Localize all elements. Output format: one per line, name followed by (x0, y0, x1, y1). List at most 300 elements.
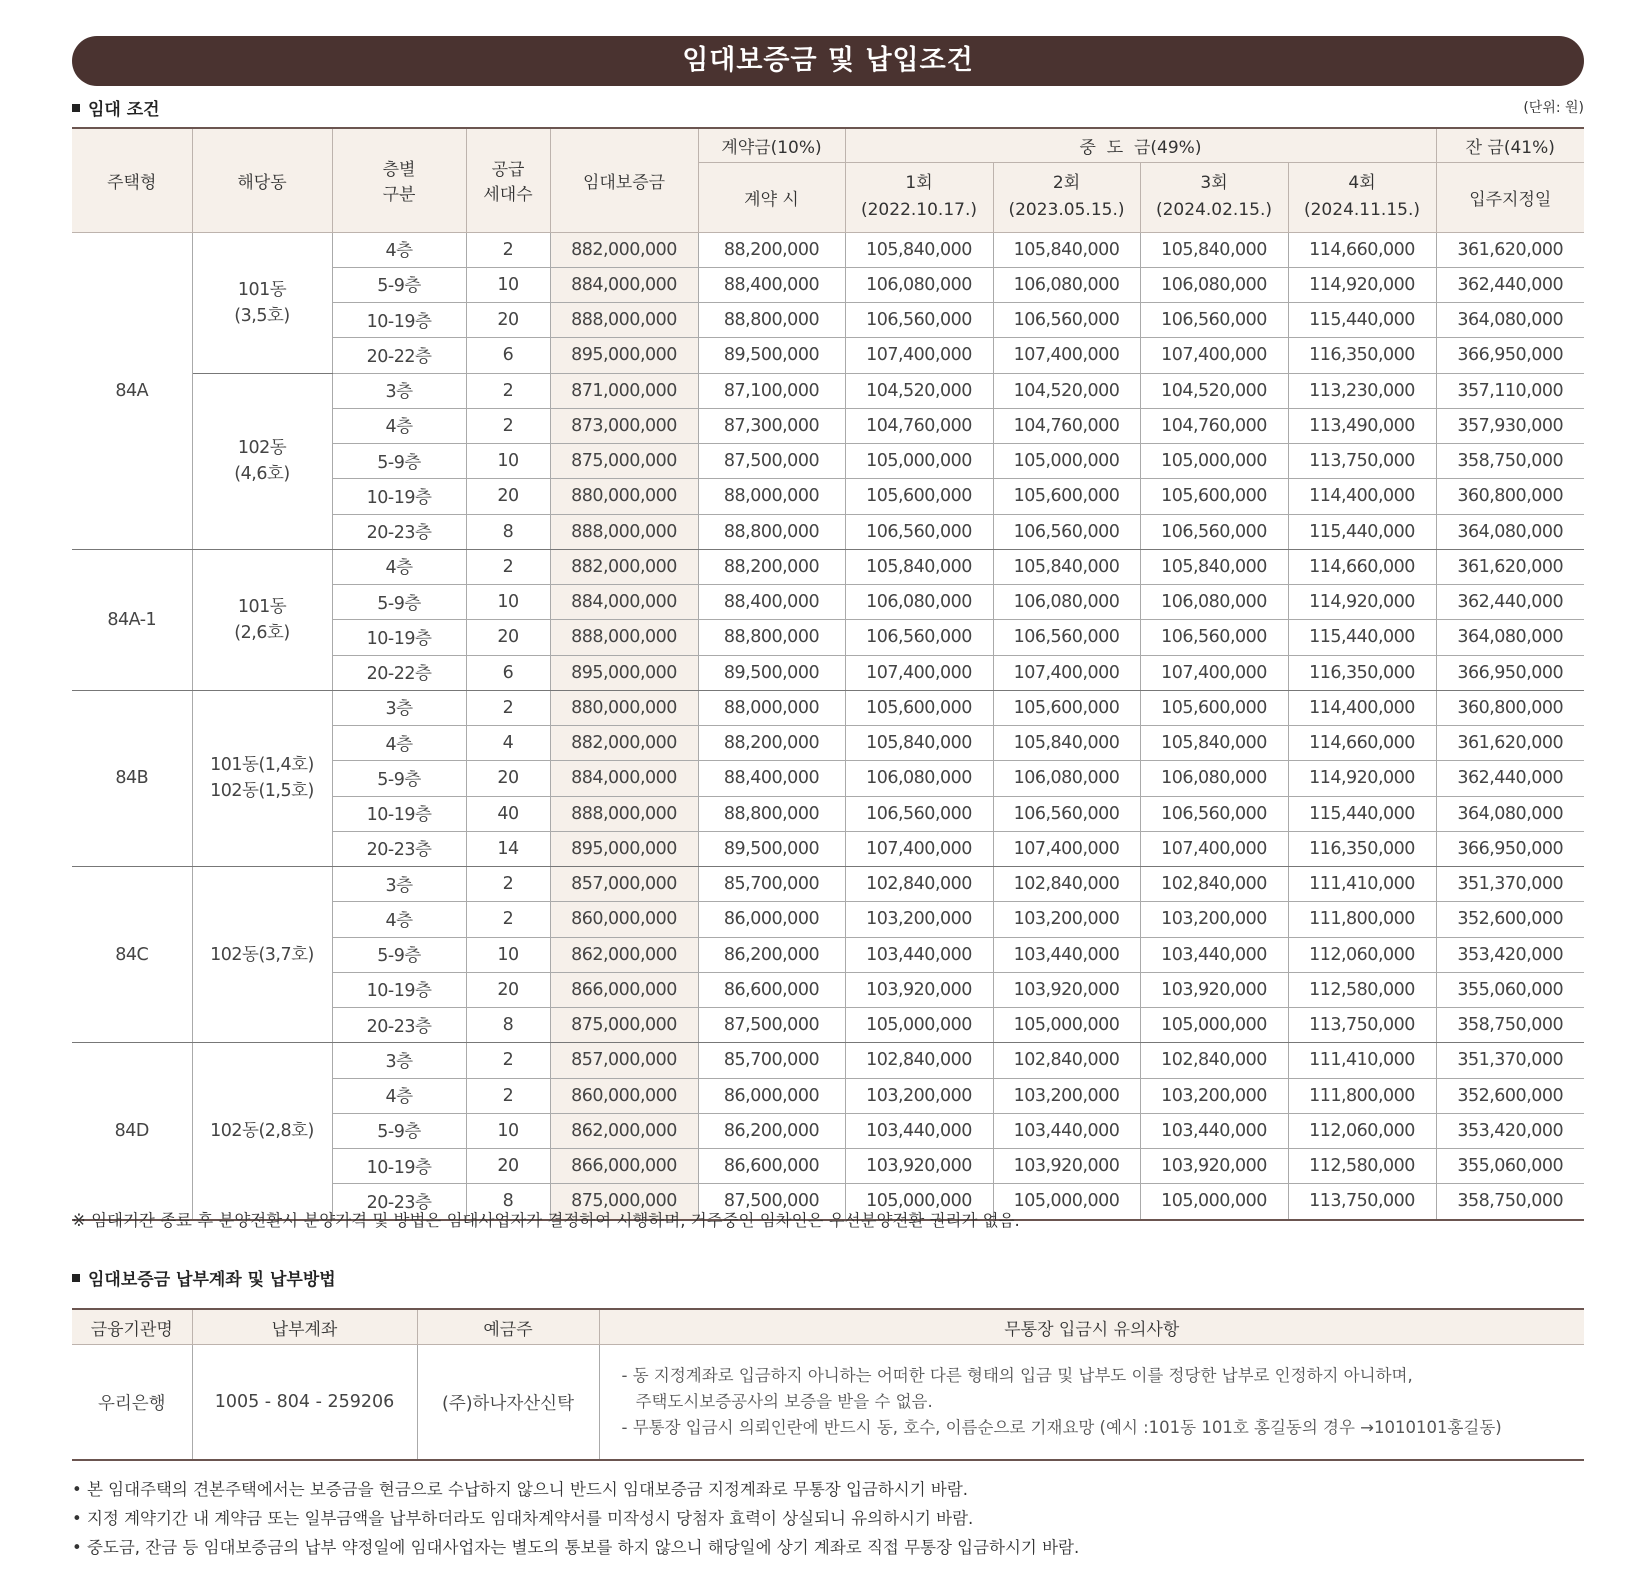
cell-middle-2: 103,920,000 (993, 1149, 1140, 1184)
cell-units: 2 (466, 408, 550, 443)
cell-floor: 5-9층 (332, 444, 466, 479)
cell-middle-1: 105,840,000 (845, 232, 993, 267)
cell-contract: 88,800,000 (698, 620, 845, 655)
cell-middle-3: 102,840,000 (1140, 867, 1288, 902)
table-row (72, 690, 1584, 725)
cell-floor: 20-23층 (332, 1184, 466, 1220)
cell-middle-1: 105,000,000 (845, 1008, 993, 1043)
cell-balance: 355,060,000 (1436, 1149, 1584, 1184)
cell-middle-3: 103,200,000 (1140, 1078, 1288, 1113)
cell-middle-1: 106,560,000 (845, 796, 993, 831)
cell-middle-3: 106,080,000 (1140, 585, 1288, 620)
cell-contract: 87,500,000 (698, 1008, 845, 1043)
cell-middle-2: 105,600,000 (993, 479, 1140, 514)
header-deposit: 임대보증금 (550, 128, 698, 232)
cell-deposit: 862,000,000 (550, 1113, 698, 1148)
cell-type: 84B (72, 690, 192, 866)
cell-deposit: 875,000,000 (550, 1184, 698, 1220)
cell-middle-3: 103,920,000 (1140, 972, 1288, 1007)
cell-contract: 86,000,000 (698, 1078, 845, 1113)
cell-floor: 20-23층 (332, 1008, 466, 1043)
cell-units: 2 (466, 1078, 550, 1113)
header-type: 주택형 (72, 128, 192, 232)
cell-contract: 88,400,000 (698, 267, 845, 302)
cell-contract: 85,700,000 (698, 867, 845, 902)
cell-deposit: 882,000,000 (550, 726, 698, 761)
cell-middle-1: 103,200,000 (845, 902, 993, 937)
cell-middle-3: 106,560,000 (1140, 620, 1288, 655)
cell-middle-4: 111,410,000 (1288, 1043, 1436, 1078)
cell-type: 84A-1 (72, 549, 192, 690)
cell-floor: 10-19층 (332, 303, 466, 338)
cell-balance: 353,420,000 (1436, 937, 1584, 972)
pay-notice-1b: 주택도시보증공사의 보증을 받을 수 없음. (635, 1392, 933, 1411)
pay-notice (599, 1345, 1584, 1461)
cell-middle-4: 111,800,000 (1288, 1078, 1436, 1113)
cell-middle-2: 105,840,000 (993, 726, 1140, 761)
cell-middle-1: 107,400,000 (845, 655, 993, 690)
cell-balance: 361,620,000 (1436, 549, 1584, 584)
cell-type: 84A (72, 232, 192, 549)
header-balance-sub: 입주지정일 (1436, 162, 1584, 232)
cell-floor: 5-9층 (332, 585, 466, 620)
cell-middle-3: 105,000,000 (1140, 1008, 1288, 1043)
cell-middle-1: 106,080,000 (845, 267, 993, 302)
header-contract-sub: 계약 시 (698, 162, 845, 232)
cell-units: 6 (466, 655, 550, 690)
cell-balance: 358,750,000 (1436, 444, 1584, 479)
cell-middle-1: 103,200,000 (845, 1078, 993, 1113)
cell-balance: 360,800,000 (1436, 479, 1584, 514)
cell-middle-4: 112,060,000 (1288, 937, 1436, 972)
cell-units: 10 (466, 1113, 550, 1148)
cell-balance: 357,110,000 (1436, 373, 1584, 408)
cell-middle-4: 112,580,000 (1288, 1149, 1436, 1184)
cell-middle-4: 114,660,000 (1288, 232, 1436, 267)
cell-middle-1: 105,840,000 (845, 726, 993, 761)
cell-contract: 86,000,000 (698, 902, 845, 937)
cell-middle-4: 113,230,000 (1288, 373, 1436, 408)
cell-middle-2: 104,520,000 (993, 373, 1140, 408)
cell-deposit: 895,000,000 (550, 338, 698, 373)
cell-floor: 4층 (332, 549, 466, 584)
cell-middle-2: 106,080,000 (993, 761, 1140, 796)
cell-dong: 102동 (4,6호) (192, 373, 332, 549)
cell-floor: 5-9층 (332, 937, 466, 972)
cell-middle-4: 116,350,000 (1288, 655, 1436, 690)
cell-middle-1: 103,440,000 (845, 937, 993, 972)
cell-middle-4: 112,580,000 (1288, 972, 1436, 1007)
cell-middle-1: 105,600,000 (845, 479, 993, 514)
cell-floor: 10-19층 (332, 1149, 466, 1184)
cell-floor: 10-19층 (332, 796, 466, 831)
cell-floor: 20-23층 (332, 831, 466, 866)
cell-floor: 10-19층 (332, 972, 466, 1007)
cell-units: 20 (466, 303, 550, 338)
cell-middle-4: 114,920,000 (1288, 267, 1436, 302)
table-row (72, 1043, 1584, 1078)
cell-contract: 87,500,000 (698, 444, 845, 479)
cell-middle-4: 114,920,000 (1288, 585, 1436, 620)
cell-contract: 89,500,000 (698, 831, 845, 866)
cell-deposit: 888,000,000 (550, 514, 698, 549)
cell-middle-3: 107,400,000 (1140, 655, 1288, 690)
cell-middle-3: 105,000,000 (1140, 444, 1288, 479)
cell-units: 10 (466, 444, 550, 479)
pay-header-account: 납부계좌 (192, 1309, 417, 1345)
table-row (72, 373, 1584, 408)
square-bullet-icon (72, 104, 80, 112)
cell-middle-2: 102,840,000 (993, 1043, 1140, 1078)
pay-header-bank: 금융기관명 (72, 1309, 192, 1345)
cell-middle-2: 106,560,000 (993, 620, 1140, 655)
cell-deposit: 895,000,000 (550, 831, 698, 866)
payment-account-table (72, 1308, 1584, 1461)
cell-balance: 364,080,000 (1436, 514, 1584, 549)
table-row (72, 867, 1584, 902)
header-floor: 층별 구분 (332, 128, 466, 232)
cell-deposit: 884,000,000 (550, 761, 698, 796)
cell-floor: 10-19층 (332, 479, 466, 514)
pay-account: 1005 - 804 - 259206 (192, 1345, 417, 1461)
bullet-note-1: • 본 임대주택의 견본주택에서는 보증금을 현금으로 수납하지 않으니 반드시 임대보증금 지정계좌로 무통장 입금하시기 바람. (72, 1480, 969, 1499)
cell-contract: 88,800,000 (698, 514, 845, 549)
section-rent-conditions-title: 임대 조건 (72, 95, 160, 120)
cell-contract: 88,200,000 (698, 549, 845, 584)
cell-middle-4: 116,350,000 (1288, 338, 1436, 373)
cell-middle-4: 113,750,000 (1288, 1008, 1436, 1043)
cell-middle-4: 113,750,000 (1288, 444, 1436, 479)
cell-balance: 358,750,000 (1436, 1184, 1584, 1220)
cell-floor: 10-19층 (332, 620, 466, 655)
cell-middle-1: 102,840,000 (845, 1043, 993, 1078)
cell-deposit: 862,000,000 (550, 937, 698, 972)
cell-deposit: 873,000,000 (550, 408, 698, 443)
cell-deposit: 857,000,000 (550, 1043, 698, 1078)
cell-contract: 88,800,000 (698, 303, 845, 338)
cell-middle-1: 105,000,000 (845, 1184, 993, 1220)
cell-middle-3: 103,920,000 (1140, 1149, 1288, 1184)
cell-contract: 87,500,000 (698, 1184, 845, 1220)
unit-label: (단위: 원) (1523, 100, 1584, 116)
cell-balance: 366,950,000 (1436, 831, 1584, 866)
cell-middle-1: 104,760,000 (845, 408, 993, 443)
cell-deposit: 888,000,000 (550, 303, 698, 338)
cell-middle-1: 107,400,000 (845, 831, 993, 866)
cell-middle-3: 106,560,000 (1140, 514, 1288, 549)
cell-contract: 86,600,000 (698, 1149, 845, 1184)
cell-deposit: 866,000,000 (550, 1149, 698, 1184)
cell-contract: 86,200,000 (698, 937, 845, 972)
cell-middle-2: 102,840,000 (993, 867, 1140, 902)
cell-middle-1: 105,000,000 (845, 444, 993, 479)
cell-middle-1: 106,560,000 (845, 303, 993, 338)
cell-balance: 366,950,000 (1436, 338, 1584, 373)
cell-floor: 5-9층 (332, 761, 466, 796)
cell-middle-3: 103,440,000 (1140, 937, 1288, 972)
cell-middle-4: 115,440,000 (1288, 514, 1436, 549)
pay-notice-2: - 무통장 입금시 의뢰인란에 반드시 동, 호수, 이름순으로 기재요망 (예시 :101동 101호 홍길동의 경우 →1010101홍길동) (621, 1418, 1502, 1437)
cell-units: 2 (466, 867, 550, 902)
cell-middle-2: 103,920,000 (993, 972, 1140, 1007)
cell-contract: 88,000,000 (698, 479, 845, 514)
cell-balance: 361,620,000 (1436, 232, 1584, 267)
cell-floor: 5-9층 (332, 1113, 466, 1148)
cell-contract: 88,400,000 (698, 761, 845, 796)
cell-units: 20 (466, 972, 550, 1007)
cell-middle-2: 107,400,000 (993, 655, 1140, 690)
cell-units: 2 (466, 1043, 550, 1078)
cell-deposit: 888,000,000 (550, 796, 698, 831)
header-middle-2: 2회 (2023.05.15.) (993, 162, 1140, 232)
cell-middle-4: 115,440,000 (1288, 796, 1436, 831)
section-payment-title: 임대보증금 납부계좌 및 납부방법 (72, 1265, 336, 1290)
cell-balance: 355,060,000 (1436, 972, 1584, 1007)
cell-contract: 87,300,000 (698, 408, 845, 443)
cell-middle-4: 112,060,000 (1288, 1113, 1436, 1148)
cell-middle-2: 107,400,000 (993, 338, 1140, 373)
square-bullet-icon (72, 1274, 80, 1282)
cell-units: 2 (466, 902, 550, 937)
cell-balance: 360,800,000 (1436, 690, 1584, 725)
cell-middle-2: 105,000,000 (993, 1184, 1140, 1220)
rent-conditions-table (72, 127, 1584, 1221)
cell-middle-2: 103,440,000 (993, 1113, 1140, 1148)
cell-deposit: 875,000,000 (550, 444, 698, 479)
cell-middle-1: 105,840,000 (845, 549, 993, 584)
cell-dong: 101동(1,4호) 102동(1,5호) (192, 690, 332, 866)
cell-contract: 86,200,000 (698, 1113, 845, 1148)
cell-middle-4: 113,490,000 (1288, 408, 1436, 443)
cell-middle-1: 104,520,000 (845, 373, 993, 408)
cell-balance: 352,600,000 (1436, 1078, 1584, 1113)
pay-bank: 우리은행 (72, 1345, 192, 1461)
cell-middle-2: 106,560,000 (993, 303, 1140, 338)
rent-table-body (72, 232, 1584, 1220)
cell-middle-3: 104,520,000 (1140, 373, 1288, 408)
cell-middle-4: 115,440,000 (1288, 620, 1436, 655)
cell-units: 2 (466, 232, 550, 267)
header-middle-1: 1회 (2022.10.17.) (845, 162, 993, 232)
cell-middle-3: 103,200,000 (1140, 902, 1288, 937)
cell-balance: 366,950,000 (1436, 655, 1584, 690)
cell-type: 84C (72, 867, 192, 1043)
cell-floor: 3층 (332, 867, 466, 902)
cell-deposit: 871,000,000 (550, 373, 698, 408)
cell-contract: 87,100,000 (698, 373, 845, 408)
cell-deposit: 875,000,000 (550, 1008, 698, 1043)
cell-middle-3: 103,440,000 (1140, 1113, 1288, 1148)
cell-units: 20 (466, 761, 550, 796)
cell-balance: 362,440,000 (1436, 267, 1584, 302)
cell-units: 14 (466, 831, 550, 866)
cell-contract: 89,500,000 (698, 338, 845, 373)
cell-middle-1: 106,560,000 (845, 620, 993, 655)
cell-balance: 357,930,000 (1436, 408, 1584, 443)
cell-middle-4: 114,660,000 (1288, 726, 1436, 761)
cell-middle-1: 103,440,000 (845, 1113, 993, 1148)
cell-middle-4: 111,800,000 (1288, 902, 1436, 937)
cell-middle-3: 106,080,000 (1140, 761, 1288, 796)
header-contract: 계약금(10%) (698, 128, 845, 162)
table-row (72, 549, 1584, 584)
cell-floor: 20-22층 (332, 655, 466, 690)
cell-contract: 88,800,000 (698, 796, 845, 831)
cell-units: 20 (466, 479, 550, 514)
cell-floor: 4층 (332, 408, 466, 443)
cell-deposit: 866,000,000 (550, 972, 698, 1007)
cell-deposit: 880,000,000 (550, 479, 698, 514)
cell-balance: 352,600,000 (1436, 902, 1584, 937)
pay-header-holder: 예금주 (417, 1309, 599, 1345)
cell-deposit: 884,000,000 (550, 267, 698, 302)
cell-units: 6 (466, 338, 550, 373)
cell-middle-1: 107,400,000 (845, 338, 993, 373)
cell-middle-3: 105,840,000 (1140, 549, 1288, 584)
cell-middle-3: 106,560,000 (1140, 303, 1288, 338)
cell-dong: 102동(2,8호) (192, 1043, 332, 1220)
cell-middle-1: 103,920,000 (845, 1149, 993, 1184)
pay-notice-1a: - 동 지정계좌로 입금하지 아니하는 어떠한 다른 형태의 입금 및 납부도 이를 정당한 납부로 인정하지 아니하며, (621, 1366, 1413, 1385)
cell-contract: 88,000,000 (698, 690, 845, 725)
header-dong: 해당동 (192, 128, 332, 232)
cell-floor: 20-23층 (332, 514, 466, 549)
cell-middle-4: 116,350,000 (1288, 831, 1436, 866)
cell-contract: 89,500,000 (698, 655, 845, 690)
cell-deposit: 888,000,000 (550, 620, 698, 655)
cell-middle-2: 105,600,000 (993, 690, 1140, 725)
cell-middle-1: 106,080,000 (845, 585, 993, 620)
cell-units: 40 (466, 796, 550, 831)
cell-middle-3: 107,400,000 (1140, 338, 1288, 373)
cell-units: 2 (466, 690, 550, 725)
cell-floor: 3층 (332, 1043, 466, 1078)
cell-deposit: 857,000,000 (550, 867, 698, 902)
cell-floor: 4층 (332, 726, 466, 761)
cell-middle-1: 106,560,000 (845, 514, 993, 549)
cell-contract: 88,200,000 (698, 726, 845, 761)
header-middle-4: 4회 (2024.11.15.) (1288, 162, 1436, 232)
header-middle: 중 도 금(49%) (845, 128, 1436, 162)
cell-balance: 361,620,000 (1436, 726, 1584, 761)
cell-dong: 101동 (2,6호) (192, 549, 332, 690)
cell-units: 10 (466, 267, 550, 302)
cell-balance: 351,370,000 (1436, 1043, 1584, 1078)
cell-middle-2: 106,080,000 (993, 267, 1140, 302)
cell-floor: 3층 (332, 373, 466, 408)
cell-middle-3: 107,400,000 (1140, 831, 1288, 866)
pay-holder: (주)하나자산신탁 (417, 1345, 599, 1461)
cell-middle-4: 113,750,000 (1288, 1184, 1436, 1220)
cell-middle-3: 102,840,000 (1140, 1043, 1288, 1078)
bullet-note-2: • 지정 계약기간 내 계약금 또는 일부금액을 납부하더라도 임대차계약서를 미작성시 당첨자 효력이 상실되니 유의하시기 바람. (72, 1509, 974, 1528)
cell-deposit: 860,000,000 (550, 1078, 698, 1113)
cell-middle-4: 111,410,000 (1288, 867, 1436, 902)
cell-units: 4 (466, 726, 550, 761)
cell-middle-2: 107,400,000 (993, 831, 1140, 866)
cell-middle-2: 103,200,000 (993, 1078, 1140, 1113)
cell-middle-2: 103,200,000 (993, 902, 1140, 937)
cell-balance: 358,750,000 (1436, 1008, 1584, 1043)
page-title: 임대보증금 및 납입조건 (682, 45, 974, 76)
cell-middle-2: 104,760,000 (993, 408, 1140, 443)
cell-contract: 88,200,000 (698, 232, 845, 267)
table-row (72, 232, 1584, 267)
cell-middle-4: 115,440,000 (1288, 303, 1436, 338)
cell-middle-1: 103,920,000 (845, 972, 993, 1007)
cell-floor: 4층 (332, 1078, 466, 1113)
cell-middle-4: 114,400,000 (1288, 690, 1436, 725)
cell-middle-3: 104,760,000 (1140, 408, 1288, 443)
cell-middle-2: 105,000,000 (993, 444, 1140, 479)
cell-deposit: 880,000,000 (550, 690, 698, 725)
cell-middle-2: 106,560,000 (993, 514, 1140, 549)
cell-middle-3: 106,080,000 (1140, 267, 1288, 302)
cell-deposit: 860,000,000 (550, 902, 698, 937)
cell-middle-3: 106,560,000 (1140, 796, 1288, 831)
cell-balance: 353,420,000 (1436, 1113, 1584, 1148)
cell-middle-2: 103,440,000 (993, 937, 1140, 972)
cell-middle-1: 106,080,000 (845, 761, 993, 796)
page-title-banner (72, 36, 1584, 86)
cell-balance: 364,080,000 (1436, 303, 1584, 338)
cell-balance: 364,080,000 (1436, 796, 1584, 831)
cell-middle-2: 106,560,000 (993, 796, 1140, 831)
cell-units: 10 (466, 937, 550, 972)
cell-middle-1: 105,600,000 (845, 690, 993, 725)
cell-middle-1: 102,840,000 (845, 867, 993, 902)
cell-deposit: 895,000,000 (550, 655, 698, 690)
cell-units: 8 (466, 1008, 550, 1043)
cell-floor: 4층 (332, 232, 466, 267)
cell-deposit: 882,000,000 (550, 232, 698, 267)
cell-units: 8 (466, 1184, 550, 1220)
cell-units: 20 (466, 1149, 550, 1184)
cell-floor: 5-9층 (332, 267, 466, 302)
cell-middle-2: 105,000,000 (993, 1008, 1140, 1043)
cell-balance: 362,440,000 (1436, 761, 1584, 796)
cell-deposit: 884,000,000 (550, 585, 698, 620)
bullet-note-3: • 중도금, 잔금 등 임대보증금의 납부 약정일에 임대사업자는 별도의 통보를 하지 않으니 해당일에 상기 계좌로 직접 무통장 입금하시기 바람. (72, 1538, 1080, 1557)
cell-middle-2: 106,080,000 (993, 585, 1140, 620)
cell-units: 2 (466, 373, 550, 408)
cell-middle-3: 105,840,000 (1140, 726, 1288, 761)
cell-middle-2: 105,840,000 (993, 232, 1140, 267)
cell-floor: 3층 (332, 690, 466, 725)
cell-deposit: 882,000,000 (550, 549, 698, 584)
cell-middle-3: 105,000,000 (1140, 1184, 1288, 1220)
cell-dong: 102동(3,7호) (192, 867, 332, 1043)
cell-units: 2 (466, 549, 550, 584)
cell-middle-2: 105,840,000 (993, 549, 1140, 584)
cell-units: 20 (466, 620, 550, 655)
header-middle-3: 3회 (2024.02.15.) (1140, 162, 1288, 232)
rent-note: ※ 임대기간 종료 후 분양전환시 분양가격 및 방법은 임대사업자가 결정하여 시행하며, 거주중인 임차인은 우선분양전환 권리가 없음. (72, 1211, 1020, 1230)
cell-balance: 351,370,000 (1436, 867, 1584, 902)
cell-contract: 86,600,000 (698, 972, 845, 1007)
header-balance: 잔 금(41%) (1436, 128, 1584, 162)
cell-type: 84D (72, 1043, 192, 1220)
cell-contract: 88,400,000 (698, 585, 845, 620)
cell-balance: 364,080,000 (1436, 620, 1584, 655)
cell-units: 10 (466, 585, 550, 620)
cell-balance: 362,440,000 (1436, 585, 1584, 620)
header-units: 공급 세대수 (466, 128, 550, 232)
pay-header-notice: 무통장 입금시 유의사항 (599, 1309, 1584, 1345)
cell-middle-4: 114,660,000 (1288, 549, 1436, 584)
cell-middle-3: 105,840,000 (1140, 232, 1288, 267)
cell-middle-3: 105,600,000 (1140, 690, 1288, 725)
